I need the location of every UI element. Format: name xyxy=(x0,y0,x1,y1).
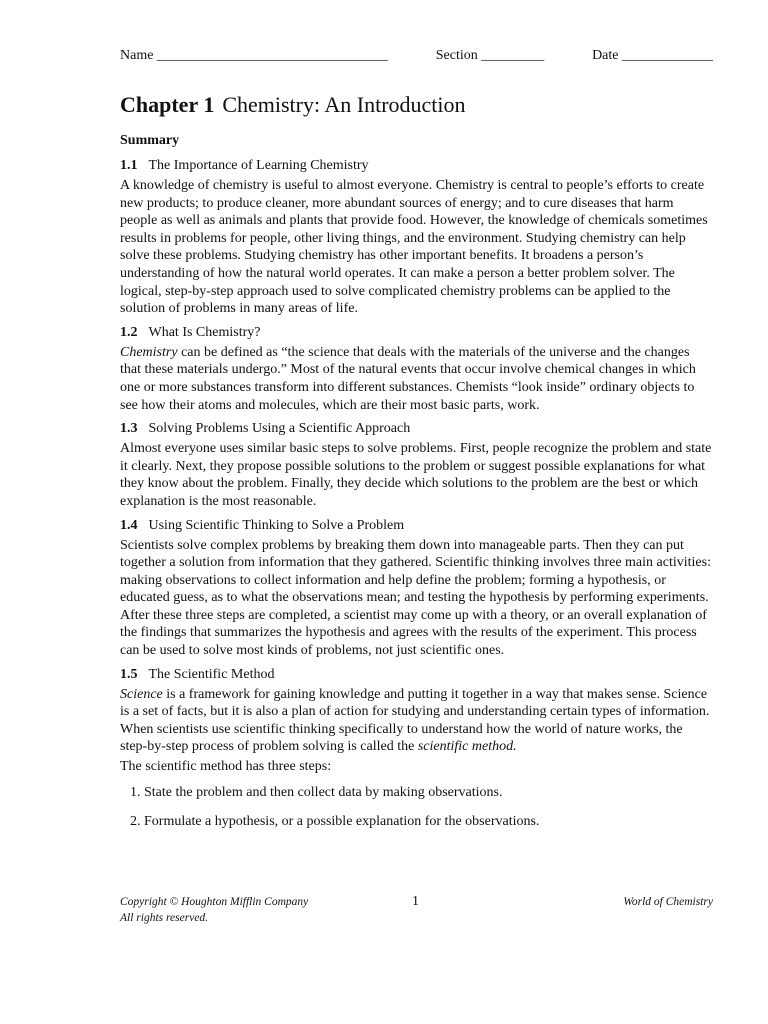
section-title: The Scientific Method xyxy=(148,666,275,682)
section-body xyxy=(120,344,713,414)
book-title: World of Chemistry xyxy=(623,896,713,908)
section-title: The Importance of Learning Chemistry xyxy=(148,158,369,173)
body-text: can be defined as “the science that deals with the materials of the universe and the changes that these materials undergo.” Most of the natural events that occur involve chemical changes in which one or more substances transform into different substances. Chemists “look inside” ordinary objects to see how their atoms and molecules, which are their most basic parts, work. xyxy=(120,344,696,413)
rights-line: All rights reserved. xyxy=(120,912,209,924)
section-body: A knowledge of chemistry is useful to almost everyone. Chemistry is central to people’s efforts to create new products; to produce cleaner, more abundant sources of energy; and to cure diseases that harm people as well as animals and plants that provide food. However, the knowledge of chemicals sometimes results in problems for people, other living things, and the environment. Studying chemistry can help solve these problems. Studying chemistry has other important benefits. It broadens a person’s understanding of how the natural world operates. It can make a person a better problem solver. The logical, step-by-step approach used to solve complicated chemistry problems can be applied to the solution of problems in many areas of life. xyxy=(120,178,708,317)
chapter-number: Chapter 1 xyxy=(120,92,215,117)
steps-list xyxy=(120,784,713,831)
section-heading xyxy=(120,517,713,535)
section-number: 1.3 xyxy=(120,421,138,437)
defined-term: scientific method. xyxy=(417,739,517,755)
section-number: 1.4 xyxy=(120,517,138,533)
list-item: 2. Formulate a hypothesis, or a possible explanation for the observations. xyxy=(144,813,713,831)
copyright xyxy=(120,894,308,926)
section-heading xyxy=(120,420,713,438)
date-field: Date _____________ xyxy=(592,48,713,63)
section-heading xyxy=(120,324,713,342)
steps-intro: The scientific method has three steps: xyxy=(120,759,332,775)
chapter-title xyxy=(120,91,713,119)
section-body: Almost everyone uses similar basic steps to solve problems. First, people recognize the problem and state it clearly. Next, they propose possible solutions to the problem or suggest possible explanations for what they know about the problem. Finally, they decide which solutions to the problem are the best or which explanation is the most reasonable. xyxy=(120,441,712,509)
section-body xyxy=(120,686,713,756)
header-fields xyxy=(120,46,713,66)
section-title: Solving Problems Using a Scientific Approach xyxy=(148,421,411,437)
defined-term: Science xyxy=(120,686,163,702)
document-page xyxy=(120,46,713,842)
section-heading xyxy=(120,666,713,684)
chapter-name: Chemistry: An Introduction xyxy=(222,92,466,117)
copyright-line: Copyright © Houghton Mifflin Company xyxy=(120,896,309,908)
section-body: Scientists solve complex problems by breaking them down into manageable parts. Then they can put together a solution from information that they gathered. Scientific thinking involves three main activities: making observations to collect information and help define the problem; forming a hypothesis, or educated guess, as to what the observations mean; and testing the hypothesis by performing experiments. After these three steps are completed, a scientist may come up with a theory, or an overall explanation of the findings that summarizes the hypothesis and agrees with the results of the experiment. This process can be used to solve most kinds of problems, not just scientific ones. xyxy=(120,537,711,659)
list-item: 1. State the problem and then collect data by making observations. xyxy=(144,784,713,802)
body-text: is a framework for gaining knowledge and putting it together in a way that makes sense. Science is a set of facts, but it is also a plan of action for studying and understanding certain types of information. When scientists use scientific thinking specifically to understand how the world of nature works, the step-by-step process of problem solving is called the xyxy=(120,686,710,755)
section-field: Section _________ xyxy=(435,48,545,63)
summary-heading: Summary xyxy=(120,133,180,148)
section-number: 1.2 xyxy=(120,324,138,340)
section-title: What Is Chemistry? xyxy=(148,324,261,340)
section-heading xyxy=(120,157,713,175)
page-number: 1 xyxy=(412,894,419,909)
name-field: Name _________________________________ xyxy=(120,48,388,63)
section-number: 1.1 xyxy=(120,158,138,173)
section-title: Using Scientific Thinking to Solve a Problem xyxy=(148,517,405,533)
section-number: 1.5 xyxy=(120,666,138,682)
defined-term: Chemistry xyxy=(120,344,178,360)
